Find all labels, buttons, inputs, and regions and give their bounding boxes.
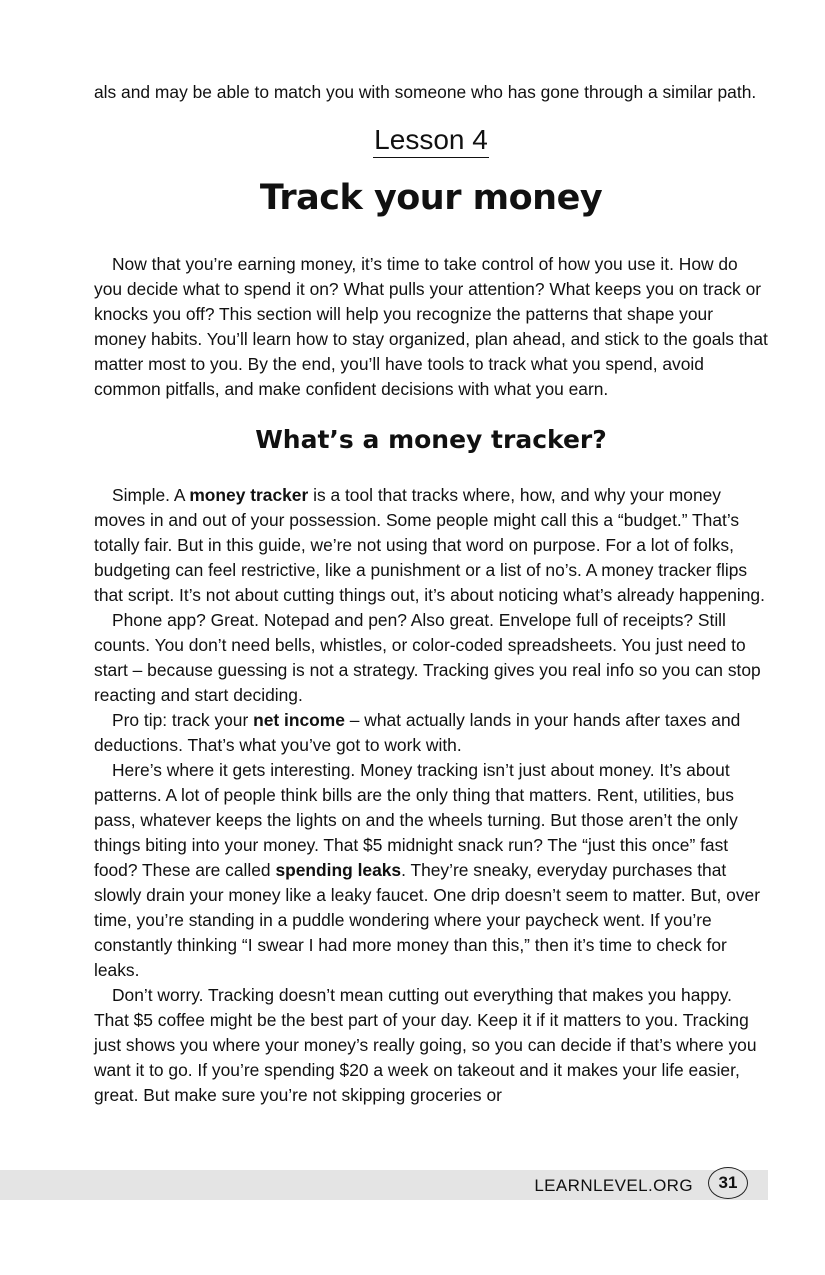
p3-after: – what actually lands in your hands after taxes and deductions. That’s what you’ve got to work with.	[94, 710, 741, 755]
paragraph-money-tracker	[94, 483, 768, 608]
page-number: 31	[708, 1167, 748, 1199]
paragraph-spending-leaks	[94, 758, 768, 983]
section-heading: What’s a money tracker?	[255, 425, 607, 454]
footer-site: LEARNLEVEL.ORG	[534, 1176, 693, 1195]
p1-before: Simple. A	[112, 485, 190, 505]
page-title: Track your money	[259, 178, 603, 218]
p4-after: . They’re sneaky, everyday purchases that slowly drain your money like a leaky faucet. One drip doesn’t seem to matter. But, over time, you’re standing in a puddle wondering where your paycheck went. If you’re constantly thinking “I swear I had more money than this,” then it’s time to check for leaks.	[94, 860, 760, 980]
p3-before: Pro tip: track your	[112, 710, 254, 730]
page-content	[94, 80, 768, 1108]
section-body	[94, 483, 768, 1108]
term-net-income: net income	[253, 710, 345, 730]
paragraph-tools: Phone app? Great. Notepad and pen? Also great. Envelope full of receipts? Still counts. You don’t need bells, whistles, or color-coded spreadsheets. You just need to start – because guessing is not a strategy. Tracking gives you real info so you can stop reacting and start deciding.	[94, 610, 761, 705]
lesson-label: Lesson 4	[373, 125, 489, 158]
paragraph-dont-worry: Don’t worry. Tracking doesn’t mean cutting out everything that makes you happy. That $5 coffee might be the best part of your day. Keep it if it matters to you. Tracking just shows you where your money’s really going, so you can decide if that’s where you want it to go. If you’re spending $20 a week on takeout and it makes your life easier, great. But make sure you’re not skipping groceries or	[94, 985, 757, 1105]
continued-paragraph: als and may be able to match you with someone who has gone through a similar path.	[94, 82, 757, 102]
term-spending-leaks: spending leaks	[275, 860, 402, 880]
p4-before: Here’s where it gets interesting. Money tracking isn’t just about money. It’s about patterns. A lot of people think bills are the only thing that matters. Rent, utilities, bus pass, whatever keeps the lights on and the wheels turning. But those aren’t the only things biting into your money. That $5 midnight snack run? The “just this once” fast food? These are called	[94, 760, 738, 880]
lesson-label-wrap	[94, 125, 768, 166]
paragraph-pro-tip	[94, 708, 768, 758]
p1-after: is a tool that tracks where, how, and why your money moves in and out of your possession. Some people might call this a “budget.” That’s totally fair. But in this guide, we’re not using that word on purpose. For a lot of folks, budgeting can feel restrictive, like a punishment or a list of no’s. A money tracker flips that script. It’s not about cutting things out, it’s about noticing what’s already happening.	[94, 485, 765, 605]
term-money-tracker: money tracker	[189, 485, 309, 505]
intro-paragraph: Now that you’re earning money, it’s time to take control of how you use it. How do you decide what to spend it on? What pulls your attention? What keeps you on track or knocks you off? This section will help you recognize the patterns that shape your money habits. You’ll learn how to stay organized, plan ahead, and stick to the goals that matter most to you. By the end, you’ll have tools to track what you spend, avoid common pitfalls, and make confident decisions with what you earn.	[94, 254, 768, 399]
